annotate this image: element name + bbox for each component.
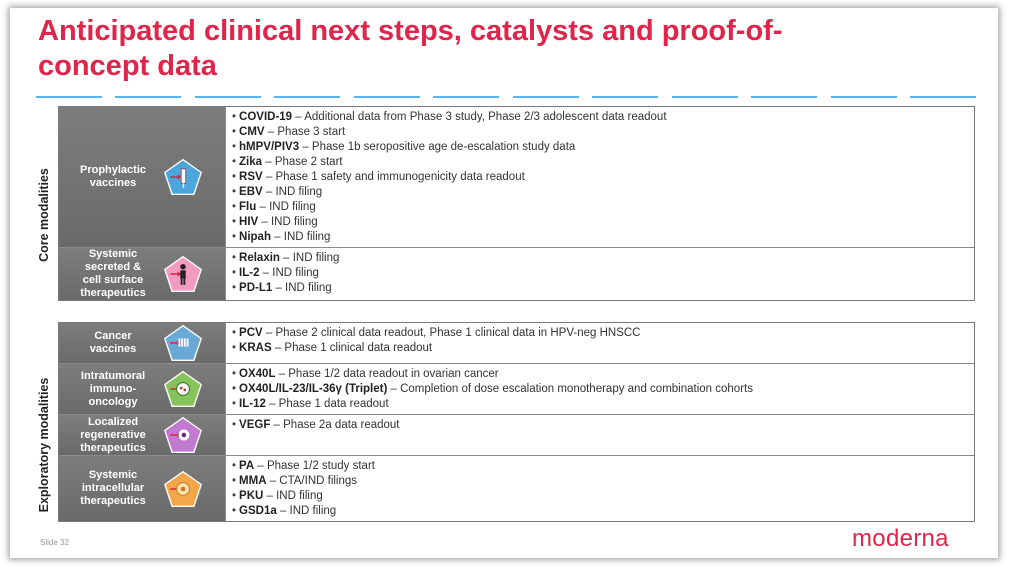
bullet: •: [232, 216, 237, 228]
bullet: •: [232, 342, 237, 354]
program-name: OX40L/IL-23/IL-36γ (Triplet): [239, 383, 388, 395]
program-item: [232, 140, 974, 155]
program-item: [232, 155, 974, 170]
bullet: •: [232, 475, 237, 487]
modality-row: [59, 456, 974, 521]
program-status: – Phase 1 data readout: [265, 398, 389, 410]
program-status: – IND filing: [279, 252, 340, 264]
modality-label: Systemic intracellular therapeutics: [80, 469, 146, 507]
bullet: •: [232, 419, 237, 431]
bullet: •: [232, 383, 237, 395]
bullet: •: [232, 267, 237, 279]
program-name: COVID-19: [239, 111, 293, 123]
program-status: – CTA/IND filings: [266, 475, 358, 487]
program-item: [232, 215, 974, 230]
program-item: [232, 251, 974, 266]
program-name: EBV: [239, 186, 263, 198]
program-name: hMPV/PIV3: [239, 141, 300, 153]
program-list: [226, 456, 974, 521]
program-name: Zika: [239, 156, 263, 168]
program-status: – IND filing: [263, 490, 323, 502]
modality-label: Localized regenerative therapeutics: [80, 415, 146, 454]
bullet: •: [232, 460, 237, 472]
program-status: – Phase 2 start: [262, 156, 343, 168]
regenerative-icon: [163, 415, 203, 455]
program-item: [232, 504, 974, 519]
program-list: [226, 364, 974, 414]
program-list: [226, 415, 974, 455]
program-item: [232, 170, 974, 185]
program-status: – Additional data from Phase 3 study, Phase 2/3 adolescent data readout: [292, 111, 667, 123]
exploratory-modalities-label: Exploratory modalities: [37, 377, 51, 513]
modality-label: Intratumoral immuno- oncology: [80, 369, 146, 408]
program-item: [232, 397, 974, 412]
bullet: •: [232, 156, 237, 168]
program-name: PKU: [239, 490, 264, 502]
modality-cell: [59, 107, 226, 247]
program-status: – IND filing: [259, 267, 319, 279]
program-list: [226, 107, 974, 247]
program-list: [226, 323, 974, 363]
program-item: [232, 281, 974, 296]
page-title: Anticipated clinical next steps, catalysts and proof-of-concept data: [38, 15, 783, 82]
program-status: – IND filing: [262, 186, 323, 198]
program-name: GSD1a: [239, 505, 277, 517]
bullet: •: [232, 111, 237, 123]
program-name: VEGF: [239, 419, 271, 431]
bullet: •: [232, 398, 237, 410]
modality-cell: [59, 248, 226, 300]
program-item: [232, 185, 974, 200]
program-status: – Phase 1 safety and immunogenicity data readout: [262, 171, 525, 183]
program-item: [232, 382, 974, 397]
program-item: [232, 341, 974, 356]
cell-icon: [163, 469, 203, 509]
program-item: [232, 326, 974, 341]
modality-label: Prophylactic vaccines: [79, 164, 147, 189]
modality-cell: [59, 456, 226, 521]
program-name: PD-L1: [239, 282, 273, 294]
program-status: – IND filing: [256, 201, 316, 213]
program-item: [232, 230, 974, 245]
bullet: •: [232, 490, 237, 502]
program-list: [226, 248, 974, 300]
program-status: – Phase 1b seropositive age de-escalation study data: [299, 141, 576, 153]
program-name: Nipah: [239, 231, 271, 243]
modality-row: [59, 323, 974, 364]
modality-row: [59, 364, 974, 415]
program-item: [232, 459, 974, 474]
program-status: – Phase 1 clinical data readout: [271, 342, 433, 354]
bullet: •: [232, 171, 237, 183]
core-modalities-table: [58, 106, 975, 301]
modality-cell: [59, 415, 226, 455]
slide: [10, 8, 998, 558]
program-name: Relaxin: [239, 252, 280, 264]
program-name: HIV: [239, 216, 259, 228]
person-icon: [163, 254, 203, 294]
program-status: – Completion of dose escalation monotherapy and combination cohorts: [387, 383, 753, 395]
modality-label: Cancer vaccines: [89, 330, 137, 355]
bullet: •: [232, 368, 237, 380]
bullet: •: [232, 327, 237, 339]
program-status: – IND filing: [272, 282, 332, 294]
program-name: IL-12: [239, 398, 266, 410]
moderna-logo: moderna: [852, 525, 949, 552]
program-item: [232, 125, 974, 140]
program-item: [232, 489, 974, 504]
core-modalities-label: Core modalities: [37, 168, 51, 262]
program-item: [232, 110, 974, 125]
syringe-icon: [163, 157, 203, 197]
program-name: Flu: [239, 201, 257, 213]
slide-number: Slide 32: [40, 538, 69, 547]
program-item: [232, 367, 974, 382]
bullet: •: [232, 282, 237, 294]
bullet: •: [232, 186, 237, 198]
program-name: KRAS: [239, 342, 272, 354]
modality-row: [59, 248, 974, 300]
program-status: – Phase 2a data readout: [270, 419, 400, 431]
cells-icon: [163, 323, 203, 363]
program-item: [232, 266, 974, 281]
modality-label: Systemic secreted & cell surface therapeutics: [80, 248, 146, 299]
tumor-icon: [163, 369, 203, 409]
program-item: [232, 200, 974, 215]
program-status: – Phase 1/2 data readout in ovarian cancer: [275, 368, 499, 380]
program-name: IL-2: [239, 267, 260, 279]
program-status: – IND filing: [276, 505, 337, 517]
program-status: – IND filing: [270, 231, 331, 243]
program-status: – Phase 1/2 study start: [254, 460, 375, 472]
program-item: [232, 418, 974, 433]
program-name: PA: [239, 460, 255, 472]
program-name: MMA: [239, 475, 267, 487]
program-item: [232, 474, 974, 489]
modality-row: [59, 415, 974, 456]
bullet: •: [232, 126, 237, 138]
bullet: •: [232, 505, 237, 517]
modality-row: [59, 107, 974, 248]
bullet: •: [232, 231, 237, 243]
modality-cell: [59, 323, 226, 363]
program-name: RSV: [239, 171, 263, 183]
program-name: PCV: [239, 327, 263, 339]
modality-cell: [59, 364, 226, 414]
program-status: – Phase 3 start: [264, 126, 346, 138]
dash-divider: [36, 96, 976, 99]
program-status: – Phase 2 clinical data readout, Phase 1 clinical data in HPV-neg HNSCC: [262, 327, 641, 339]
bullet: •: [232, 141, 237, 153]
program-name: CMV: [239, 126, 265, 138]
program-status: – IND filing: [258, 216, 318, 228]
program-name: OX40L: [239, 368, 276, 380]
bullet: •: [232, 201, 237, 213]
bullet: •: [232, 252, 237, 264]
exploratory-modalities-table: [58, 322, 975, 522]
